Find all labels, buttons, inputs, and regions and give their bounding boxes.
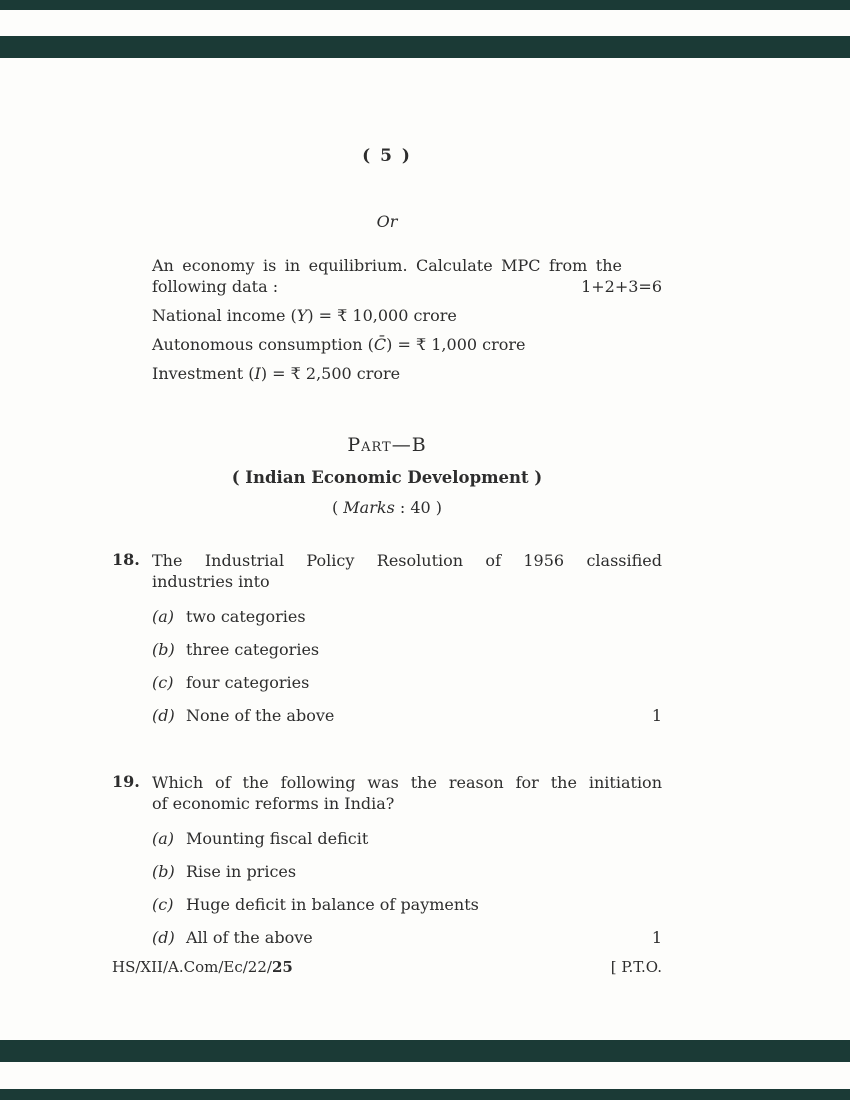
variable-C-bar: C̄ [373,335,387,354]
question-intro [152,255,662,297]
page-footer [112,958,662,976]
question-marks: 1 [651,928,662,947]
question-body [152,550,662,726]
page-number: ( 5 ) [362,146,412,166]
intro-line-1: An economy is in equilibrium. Calculate MPC from the [152,256,622,275]
option-c [152,672,662,693]
option-text: two categories [186,607,306,626]
marks-scheme: 1+2+3=6 [581,277,662,296]
option-letter: (a) [152,829,175,848]
question-marks: 1 [651,706,662,725]
option-d [152,705,662,726]
option-a [152,828,662,849]
option-text: four categories [186,673,310,692]
option-letter: (c) [152,673,174,692]
option-text: Rise in prices [186,862,297,881]
option-b [152,861,662,882]
paper-code [112,958,293,976]
option-text: None of the above [186,706,335,725]
option-text: All of the above [186,928,313,947]
part-title: Part—B [347,434,427,456]
given-data [152,305,662,384]
question-text-line-1: Which of the following was the reason for the initiation [152,773,662,792]
data-line-pre: Investment ( [152,364,255,383]
question-text-line-2: industries into [152,572,270,591]
option-d [152,927,662,948]
intro-text [152,255,622,297]
question-19 [112,772,662,948]
question-18 [112,550,662,726]
intro-line-2: following data : [152,277,279,296]
option-text: Huge deficit in balance of payments [186,895,479,914]
option-letter: (b) [152,640,175,659]
option-letter: (d) [152,706,175,725]
part-marks-pre: ( [331,498,344,517]
option-a [152,606,662,627]
part-marks-word: Marks [343,498,395,517]
paper-code-text: HS/XII/A.Com/Ec/22/ [112,958,272,976]
scan-artifact-bar-top-thick [0,36,850,58]
options-list [152,606,662,726]
option-text: three categories [186,640,320,659]
data-line-national-income [152,305,662,326]
variable-Y: Y [296,306,308,325]
scan-artifact-bar-top-thin [0,0,850,10]
question-body [152,772,662,948]
scan-artifact-bar-bottom-thick [0,1040,850,1062]
option-letter: (a) [152,607,175,626]
data-line-investment [152,363,662,384]
or-label: Or [376,212,398,231]
variable-I: I [254,364,261,383]
pto-label: [ P.T.O. [610,958,662,976]
part-subtitle: ( Indian Economic Development ) [231,468,543,487]
paper-code-suffix: 25 [271,958,293,976]
scan-artifact-bar-bottom-thin [0,1089,850,1100]
data-line-pre: Autonomous consumption ( [152,335,374,354]
question-number: 19. [112,772,140,791]
part-marks-post: : 40 ) [394,498,443,517]
options-list [152,828,662,948]
data-line-post: ) = ₹ 2,500 crore [260,364,401,383]
question-number: 18. [112,550,140,569]
question-text-line-2: of economic reforms in India? [152,794,395,813]
part-marks [112,498,662,517]
data-line-pre: National income ( [152,306,297,325]
data-line-autonomous-consumption [152,334,662,355]
option-letter: (b) [152,862,175,881]
option-text: Mounting fiscal deficit [186,829,369,848]
question-text-line-1: The Industrial Policy Resolution of 1956 classified [152,551,662,570]
page-content [112,58,662,948]
data-line-post: ) = ₹ 10,000 crore [307,306,457,325]
option-b [152,639,662,660]
data-line-post: ) = ₹ 1,000 crore [386,335,526,354]
option-letter: (d) [152,928,175,947]
option-c [152,894,662,915]
option-letter: (c) [152,895,174,914]
